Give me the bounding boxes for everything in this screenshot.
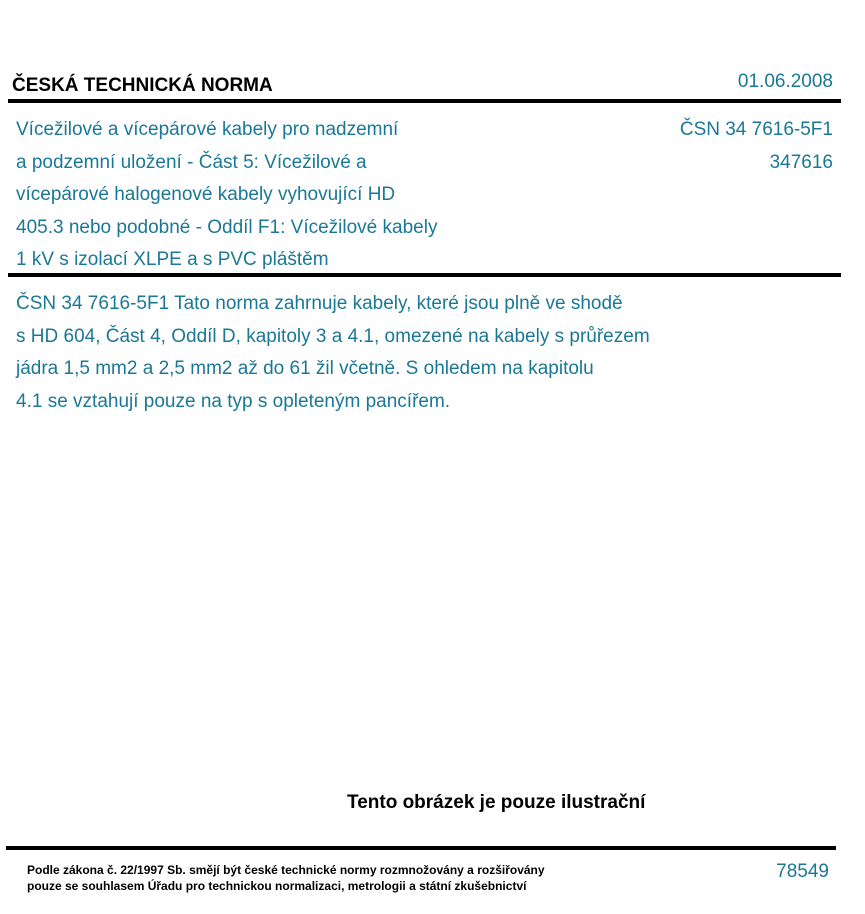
document-header-title: ČESKÁ TECHNICKÁ NORMA xyxy=(12,75,273,96)
header-divider xyxy=(8,99,841,103)
standard-title: Vícežilové a vícepárové kabely pro nadzemní a podzemní uložení - Část 5: Vícežilové a vícepárové halogenové kabely vyhovující HD 405.3 nebo podobné - Oddíl F1: Vícežilové kabely 1 kV s izolací XLPE a s PVC pláštěm xyxy=(16,119,438,270)
publication-date: 01.06.2008 xyxy=(737,71,833,92)
title-divider xyxy=(8,273,841,277)
catalog-number: 78549 xyxy=(776,861,829,882)
footer-divider xyxy=(6,846,836,850)
illustration-note: Tento obrázek je pouze ilustrační xyxy=(347,792,646,813)
standard-abstract: ČSN 34 7616-5F1 Tato norma zahrnuje kabely, které jsou plně ve shodě s HD 604, Část 4, Oddíl D, kapitoly 3 a 4.1, omezené na kabely s průřezem jádra 1,5 mm2 a 2,5 mm2 až do 61 žil včetně. S ohledem na kapitolu 4.1 se vztahují pouze na typ s opleteným pancířem. xyxy=(16,293,650,412)
standard-classification-code: 347616 xyxy=(769,152,833,173)
legal-notice: Podle zákona č. 22/1997 Sb. smějí být české technické normy rozmnožovány a rozšiřovány pouze se souhlasem Úřadu pro technickou normalizaci, metrologii a státní zkušebnictví xyxy=(27,863,545,893)
standard-number: ČSN 34 7616-5F1 xyxy=(679,119,833,140)
